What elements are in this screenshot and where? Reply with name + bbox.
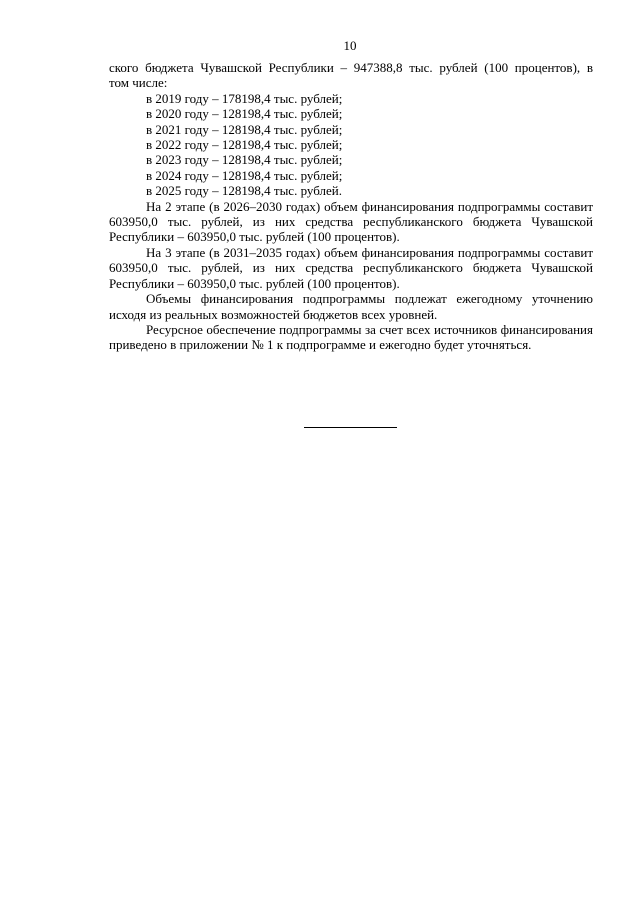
year-item-2024: в 2024 году – 128198,4 тыс. рублей; [146,167,343,183]
stage-3-paragraph: На 3 этапе (в 2031–2035 годах) объем финансирования подпрограммы составит 603950,0 тыс. рублей, из них средства республиканского бюджета Чувашской Республики – 603950,0 тыс. рублей (100 процентов). [109,244,593,291]
volumes-note-paragraph: Объемы финансирования подпрограммы подлежат ежегодному уточнению исходя из реальных возможностей бюджетов всех уровней. [109,291,593,322]
resources-note-paragraph: Ресурсное обеспечение подпрограммы за счет всех источников финансирования приведено в приложении № 1 к подпрограмме и ежегодно будет уточняться. [109,321,593,353]
year-item-2021: в 2021 году – 128198,4 тыс. рублей; [146,121,343,137]
intro-line-2: том числе: [109,75,168,91]
year-item-2019: в 2019 году – 178198,4 тыс. рублей; [146,90,343,106]
intro-line-1: ского бюджета Чувашской Республики – 947388,8 тыс. рублей (100 процентов), в [109,60,593,75]
stage-2-paragraph: На 2 этапе (в 2026–2030 годах) объем финансирования подпрограммы составит 603950,0 тыс. рублей, из них средства республиканского бюджета Чувашской Республики – 603950,0 тыс. рублей (100 процентов). [109,198,593,245]
year-item-2020: в 2020 году – 128198,4 тыс. рублей; [146,106,343,122]
section-end-divider [304,427,397,428]
page-number: 10 [343,38,357,53]
year-item-2023: в 2023 году – 128198,4 тыс. рублей; [146,152,343,168]
document-body [109,60,593,353]
year-item-2025: в 2025 году – 128198,4 тыс. рублей. [146,183,342,199]
year-item-2022: в 2022 году – 128198,4 тыс. рублей; [146,137,343,153]
